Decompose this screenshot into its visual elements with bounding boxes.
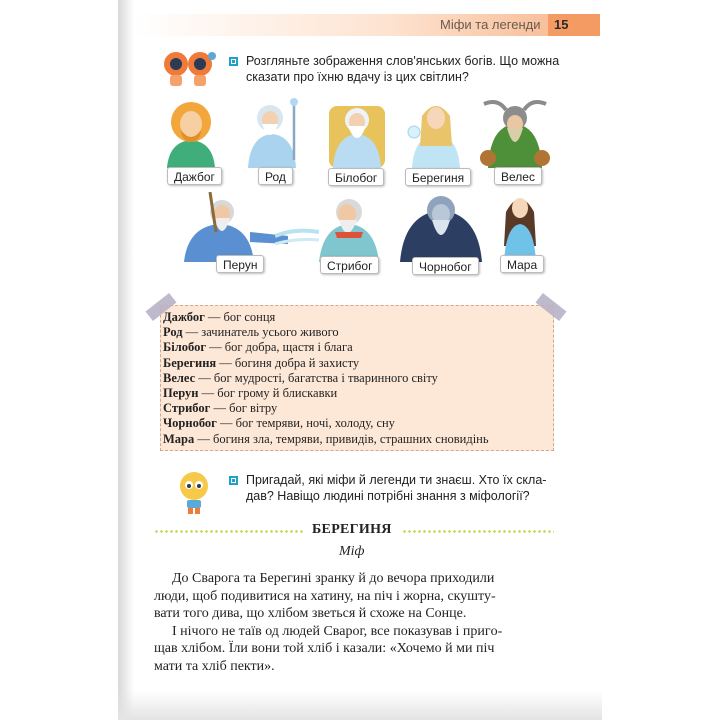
dazhbog-image <box>155 96 227 168</box>
rod-image <box>240 96 306 168</box>
glossary-line <box>163 432 489 447</box>
glossary-term: Мара <box>163 431 195 446</box>
god-label-perun: Перун <box>216 255 264 273</box>
story-line: І нічого не таїв од людей Сварог, все показував і пригo- <box>172 623 503 639</box>
task2-text <box>246 472 546 504</box>
page-number: 15 <box>554 17 569 32</box>
header-title: Міфи та легенди <box>440 17 541 32</box>
glossary-line <box>163 371 489 386</box>
glossary-term: Берегиня <box>163 355 217 370</box>
gods-glossary <box>163 310 489 447</box>
god-label-chornobog: Чорнобог <box>412 257 479 275</box>
title-divider-left <box>154 530 304 533</box>
glossary-desc: — бог добра, щастя і блага <box>206 340 353 355</box>
glossary-term: Перун <box>163 386 199 401</box>
task2-line: Пригадай, які міфи й легенди ти знаєш. Хто їх скла- <box>246 473 547 487</box>
story-line: До Сварога та Берегині зранку й до вечора приходили <box>172 571 495 586</box>
page-spine-shadow <box>118 0 134 720</box>
task1-line: сказати про їхню вдачу із цих світлин? <box>246 70 469 84</box>
glossary-desc: — богиня зла, темряви, привидів, страшних сновидінь <box>194 431 489 446</box>
glossary-line <box>163 310 489 325</box>
glossary-term: Род <box>163 325 183 340</box>
task2-line: дав? Навіщо людині потрібні знання з міфології? <box>246 489 530 503</box>
task1-line: Розгляньте зображення слов'янських богів. Що можна <box>246 54 560 68</box>
glossary-term: Велес <box>163 370 196 385</box>
title-divider-right <box>402 530 554 533</box>
glossary-line <box>163 386 489 401</box>
glossary-desc: — зачинатель усього живого <box>182 325 339 340</box>
glossary-line <box>163 340 489 355</box>
glossary-term: Білобог <box>163 340 207 355</box>
god-label-bilobog: Білобог <box>328 168 384 186</box>
glossary-line <box>163 416 489 431</box>
glossary-line <box>163 325 489 340</box>
story-line: щав хлібом. Їли вони той хліб і казали: «Хочемо й ми піч <box>154 641 495 657</box>
story-line: люди, щоб подивитися на хатину, на піч і жорна, скушту- <box>154 588 496 604</box>
story-text <box>154 570 556 676</box>
perun-image <box>180 192 290 262</box>
chornobog-image <box>398 190 484 262</box>
story-genre: Міф <box>339 544 365 559</box>
glossary-term: Чорнобог <box>163 416 217 431</box>
glossary-line <box>163 401 489 416</box>
story-title: БЕРЕГИНЯ <box>312 522 392 537</box>
glossary-desc: — бог грому й блискавки <box>198 386 338 401</box>
veles-image <box>480 96 550 168</box>
god-label-veles: Велес <box>494 167 542 185</box>
god-label-strybog: Стрибог <box>320 256 379 274</box>
robots-icon <box>160 48 218 88</box>
glossary-desc: — бог темряви, ночі, холоду, сну <box>216 416 395 431</box>
page-bottom-shadow <box>118 690 602 720</box>
mara-image <box>498 186 542 262</box>
glossary-desc: — бог мудрості, багатства і тваринного світу <box>195 370 438 385</box>
glossary-desc: — бог сонця <box>204 310 276 324</box>
strybog-image <box>275 192 385 262</box>
lightbulb-mascot-icon <box>176 470 212 514</box>
bilobog-image <box>317 96 397 168</box>
glossary-desc: — богиня добра й захисту <box>216 355 360 370</box>
task-bullet-icon <box>229 476 238 485</box>
god-label-berehynia: Берегиня <box>405 168 471 186</box>
glossary-line <box>163 356 489 371</box>
story-line: мати та хліб пекти». <box>154 658 275 674</box>
god-label-mara: Мара <box>500 255 544 273</box>
god-label-dazhbog: Дажбог <box>167 167 222 185</box>
task-bullet-icon <box>229 57 238 66</box>
task1-text <box>246 53 559 85</box>
glossary-term: Дажбог <box>163 310 205 324</box>
god-label-rod: Род <box>258 167 293 185</box>
glossary-term: Стрибог <box>163 401 211 416</box>
berehynia-image <box>398 96 472 168</box>
story-line: вати того дива, що хлібом зветься й схоже на Сонце. <box>154 606 467 622</box>
glossary-desc: — бог вітру <box>210 401 278 416</box>
